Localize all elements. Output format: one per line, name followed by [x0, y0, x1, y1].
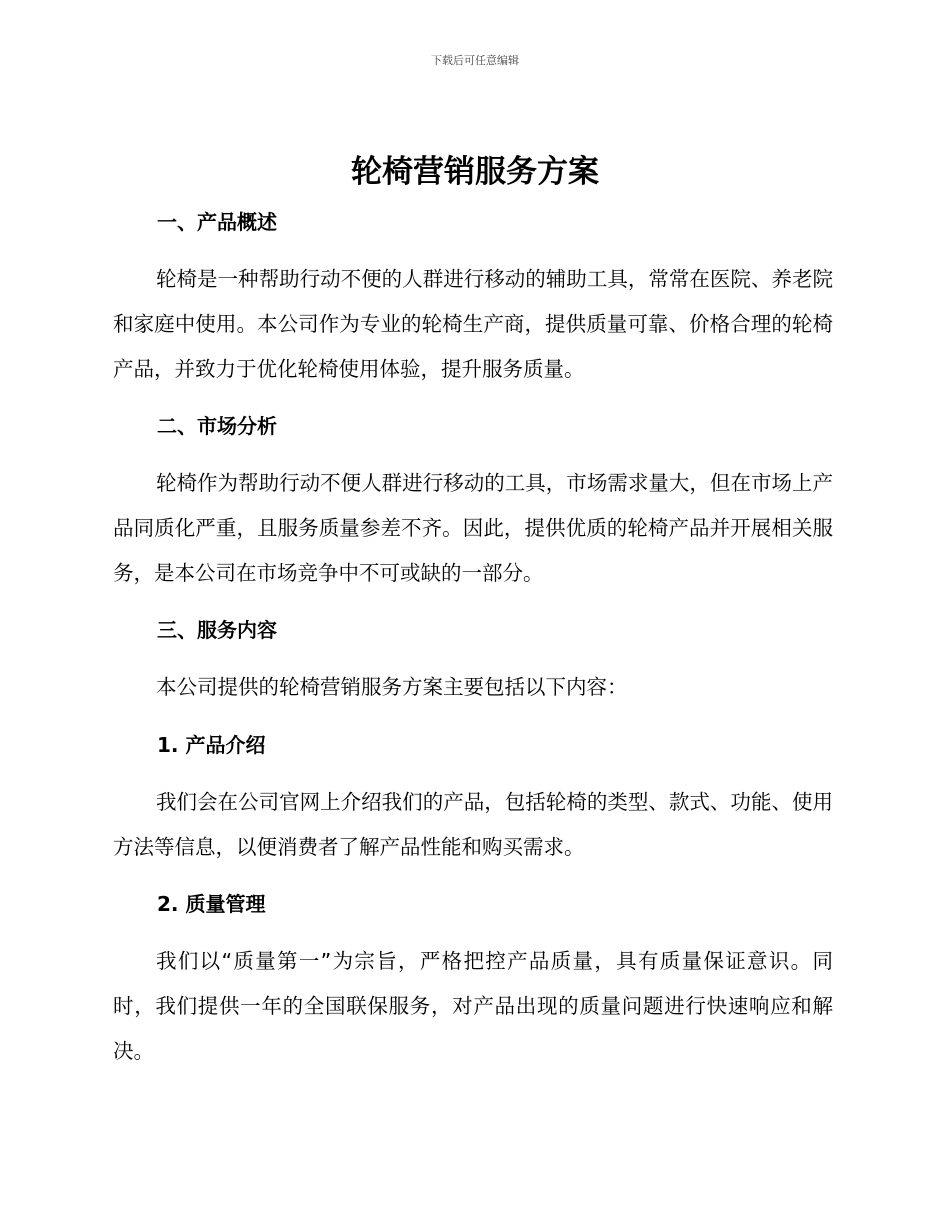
document-title: 轮椅营销服务方案 [351, 154, 599, 190]
section-paragraph-service-content: 本公司提供的轮椅营销服务方案主要包括以下内容： [156, 675, 628, 699]
section-heading-service-content: 三、服务内容 [157, 618, 277, 642]
subsection-heading-product-intro: 1. 产品介绍 [157, 733, 266, 757]
section-paragraph-market-analysis: 轮椅作为帮助行动不便人群进行移动的工具，市场需求量大，但在市场上产品同质化严重，且服务质量参差不齐。因此，提供优质的轮椅产品并开展相关服务，是本公司在市场竞争中不可或缺的一部分。 [113, 471, 833, 585]
subsection-paragraph-product-intro: 我们会在公司官网上介绍我们的产品，包括轮椅的类型、款式、功能、使用方法等信息，以便消费者了解产品性能和购买需求。 [113, 790, 833, 859]
subsection-paragraph-quality-management: 我们以“质量第一”为宗旨，严格把控产品质量，具有质量保证意识。同时，我们提供一年的全国联保服务，对产品出现的质量问题进行快速响应和解决。 [113, 949, 833, 1063]
section-paragraph-product-overview: 轮椅是一种帮助行动不便的人群进行移动的辅助工具，常常在医院、养老院和家庭中使用。本公司作为专业的轮椅生产商，提供质量可靠、价格合理的轮椅产品，并致力于优化轮椅使用体验，提升服务质量。 [113, 267, 833, 381]
subsection-heading-quality-management: 2. 质量管理 [157, 892, 266, 916]
page-header-note: 下载后可任意编辑 [431, 54, 519, 67]
section-heading-market-analysis: 二、市场分析 [157, 414, 277, 438]
section-heading-product-overview: 一、产品概述 [157, 210, 277, 234]
